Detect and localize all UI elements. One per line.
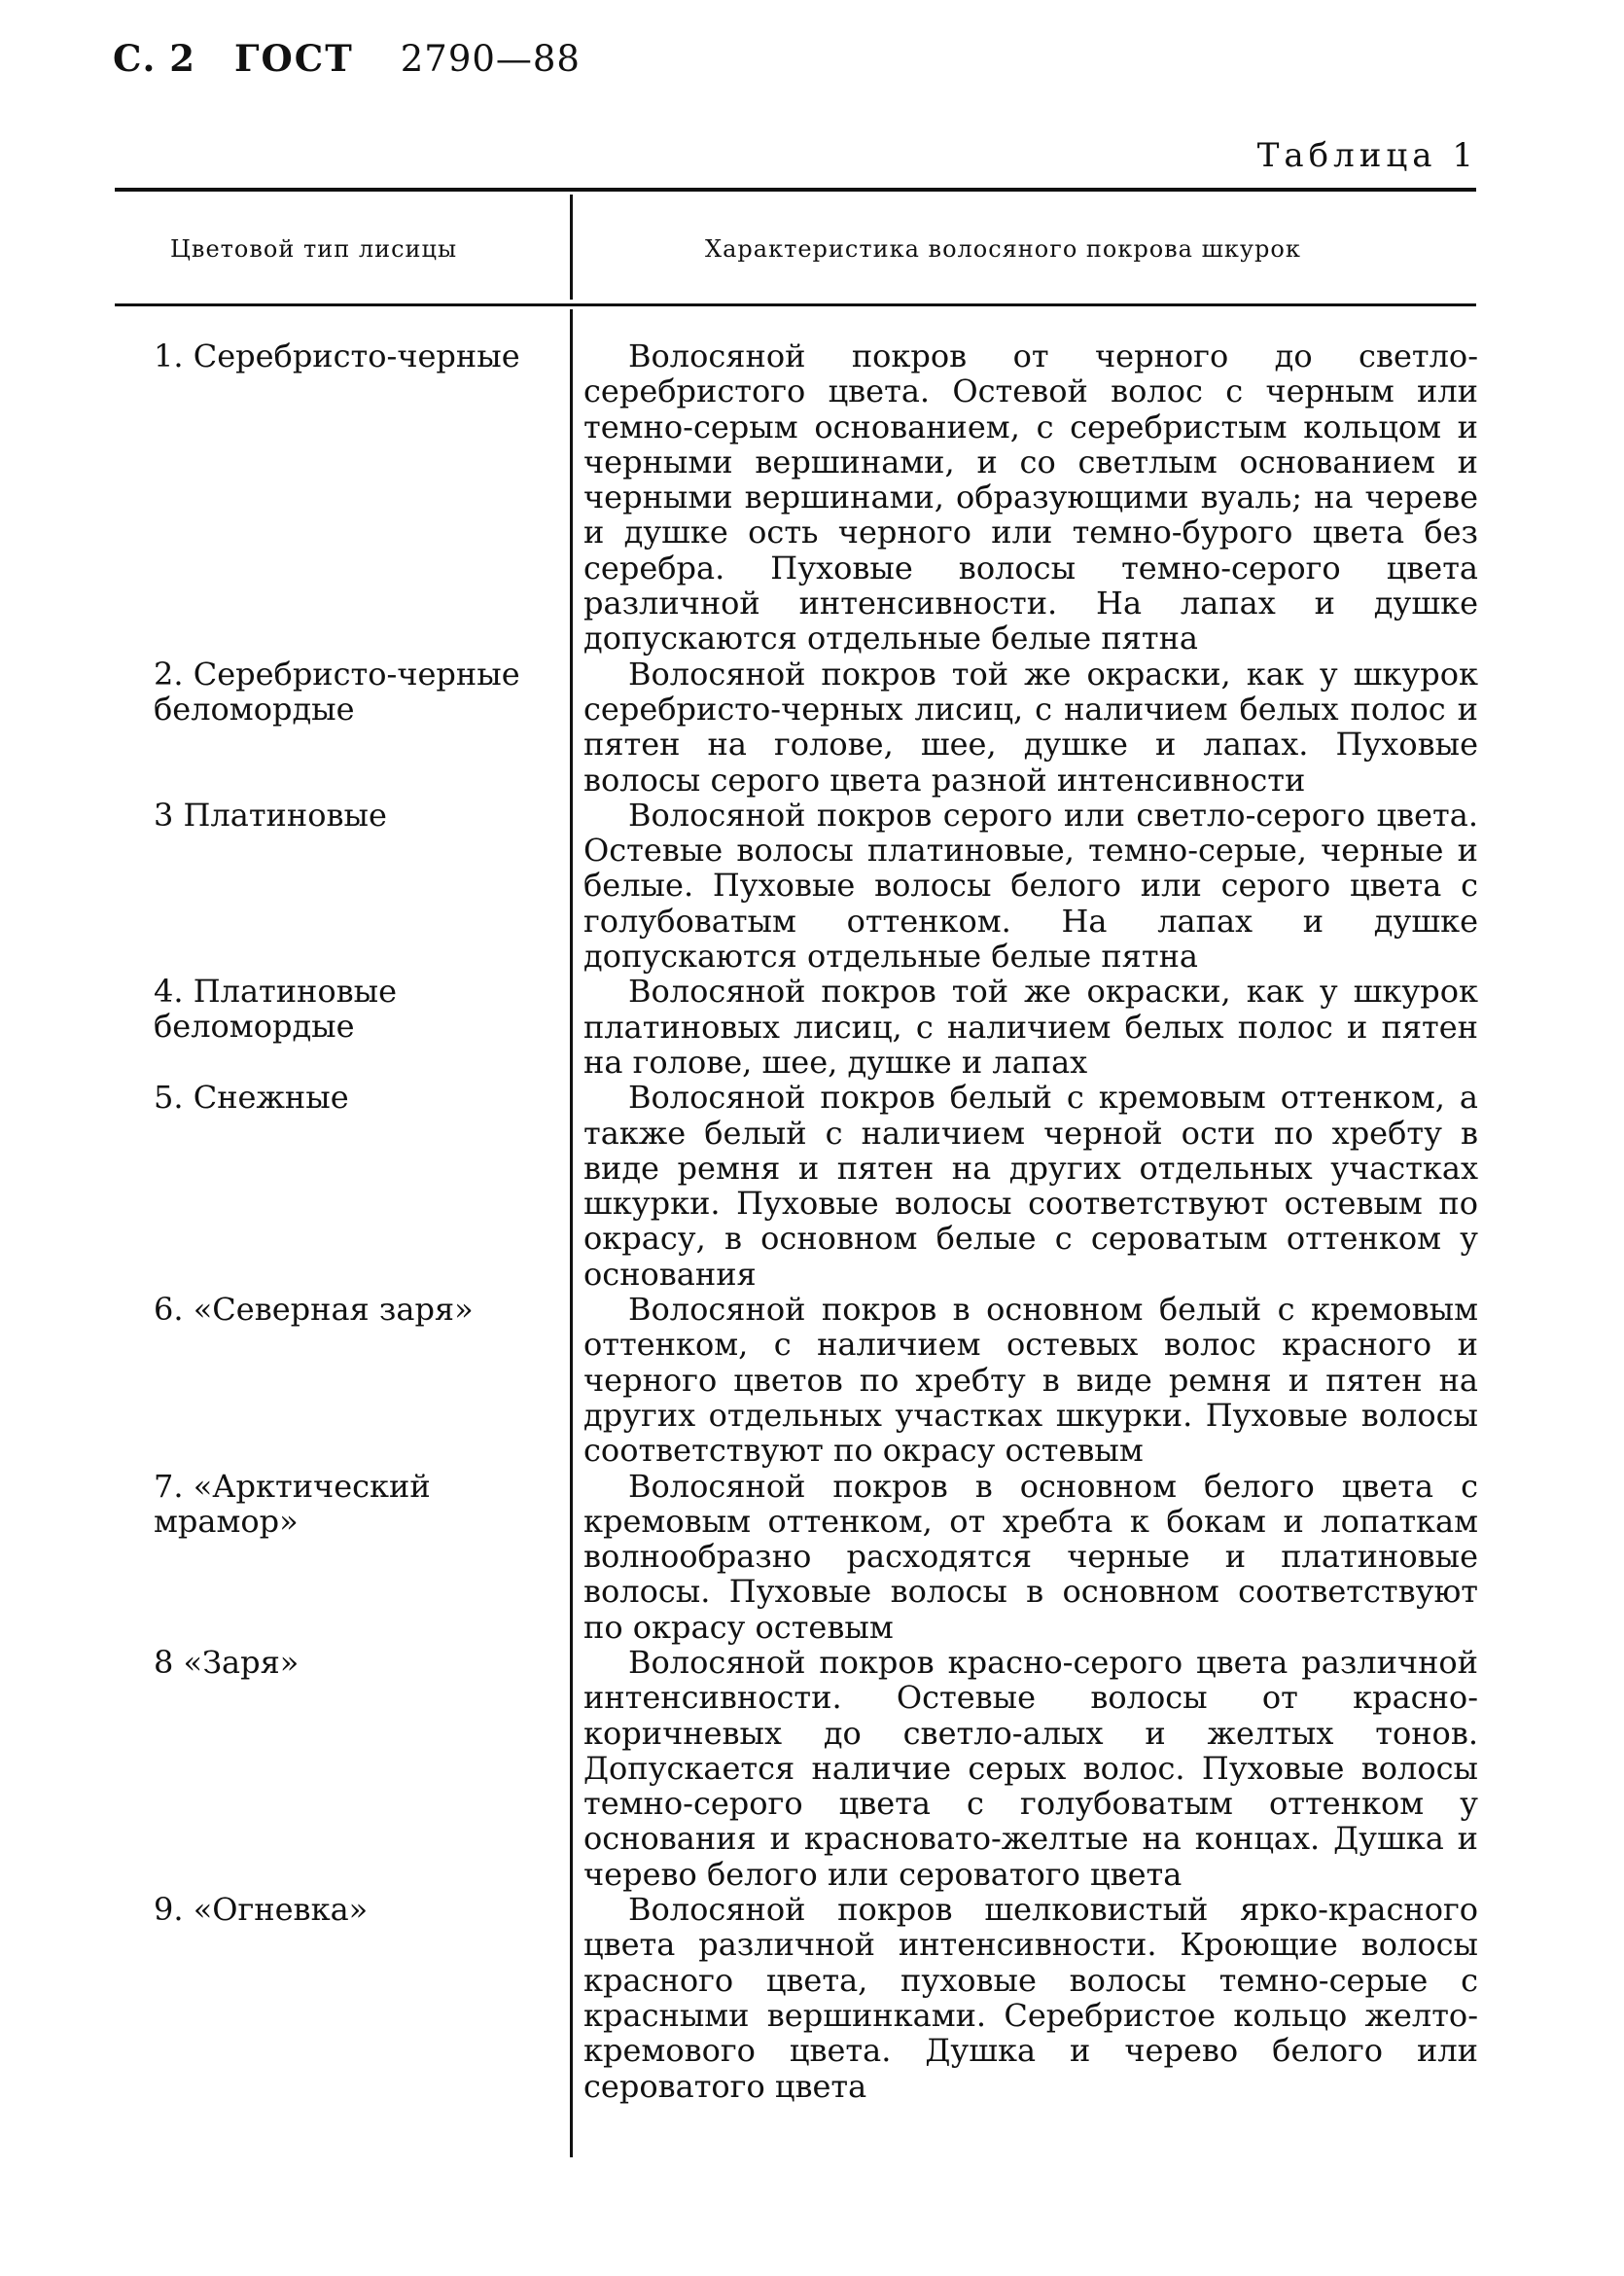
fur-description-cell: Волосяной покров серого или светло-серого цвета. Остевые волосы платиновые, темно-серые, черные и белые. Пуховые волосы белого или серого цвета с голубоватым оттенком. На лапах и душке допускаются отдельные белые пятна: [583, 796, 1478, 976]
table-header-rule: [115, 303, 1476, 306]
table-row: [115, 1080, 1486, 1292]
table-caption: Таблица 1: [1256, 136, 1478, 175]
table-row: [115, 798, 1486, 974]
fur-description-cell: Волосяной покров шелковистый ярко-красного цвета различной интенсивности. Кроющие волосы красного цвета, пуховые волосы темно-серые с красными вершинками. Серебристое кольцо желто-кремового цвета. Душка и черево белого или сероватого цвета: [583, 1891, 1478, 2105]
table-body: [115, 338, 1486, 2104]
fox-type-cell: 7. «Арктический мрамор»: [154, 1467, 431, 1540]
fur-description-cell: Волосяной покров белый с кремовым оттенком, а также белый с наличием черной ости по хребту в виде ремня и пятен на других отдельных участках шкурки. Пуховые волосы соответствуют остевым по окрасу, в основном белые с сероватым оттенком у основания: [583, 1079, 1478, 1293]
fur-description-cell: Волосяной покров от черного до светло-серебристого цвета. Остевой волос с черным или темно-серым основанием, с серебристым кольцом и черными вершинами, и со светлым основанием и черными вершинами, образующими вуаль; на череве и душке ость черного или темно-бурого цвета без серебра. Пуховые волосы темно-серого цвета различной интенсивности. На лапах и душке допускаются отдельные белые пятна: [583, 338, 1478, 658]
fur-description-cell: Волосяной покров той же окраски, как у шкурок платиновых лисиц, с наличием белых полос и пятен на голове, шее, душке и лапах: [583, 973, 1478, 1081]
fox-type-cell: 8 «Заря»: [154, 1643, 300, 1681]
table-top-rule: [115, 188, 1476, 192]
table-row: [115, 1469, 1486, 1645]
table-row: [115, 974, 1486, 1080]
fox-type-cell: 9. «Огневка»: [154, 1891, 369, 1929]
page-header: [113, 37, 581, 80]
header-column-divider: [570, 195, 573, 300]
page-number: С. 2: [113, 37, 195, 80]
fur-description-cell: Волосяной покров в основном белого цвета с кремовым оттенком, от хребта к бокам и лопаткам волнообразно расходятся черные и платиновые волосы. Пуховые волосы в основном соответствуют по окрасу остевым: [583, 1467, 1478, 1646]
column-header-characteristic: Характеристика волосяного покрова шкурок: [705, 235, 1301, 263]
table-row: [115, 338, 1486, 657]
fox-type-cell: 3 Платиновые: [154, 796, 387, 834]
table-row: [115, 1892, 1486, 2104]
fox-type-cell: 1. Серебристо-черные: [154, 338, 520, 374]
table-row: [115, 657, 1486, 798]
table-row: [115, 1645, 1486, 1892]
fox-type-cell: 6. «Северная заря»: [154, 1291, 474, 1329]
fox-type-cell: 5. Снежные: [154, 1079, 349, 1117]
fur-description-cell: Волосяной покров красно-серого цвета различной интенсивности. Остевые волосы от красно-коричневых до светло-алых и желтых тонов. Допускается наличие серых волос. Пуховые волосы темно-серого цвета с голубоватым оттенком у основания и красновато-желтые на концах. Душка и черево белого или сероватого цвета: [583, 1643, 1478, 1893]
fox-type-cell: 2. Серебристо-черные беломордые: [154, 655, 520, 728]
fur-description-cell: Волосяной покров в основном белый с кремовым оттенком, с наличием остевых волос красного и черного цветов по хребту в виде ремня и пятен на других отдельных участках шкурки. Пуховые волосы соответствуют по окрасу остевым: [583, 1291, 1478, 1470]
fox-type-cell: 4. Платиновые беломордые: [154, 973, 398, 1046]
column-header-color-type: Цветовой тип лисицы: [170, 235, 458, 263]
standard-number: 2790—88: [400, 38, 581, 80]
standard-name: ГОСТ: [233, 37, 354, 80]
table-row: [115, 1292, 1486, 1468]
fur-description-cell: Волосяной покров той же окраски, как у шкурок серебристо-черных лисиц, с наличием белых полос и пятен на голове, шее, душке и лапах. Пуховые волосы серого цвета разной интенсивности: [583, 655, 1478, 799]
